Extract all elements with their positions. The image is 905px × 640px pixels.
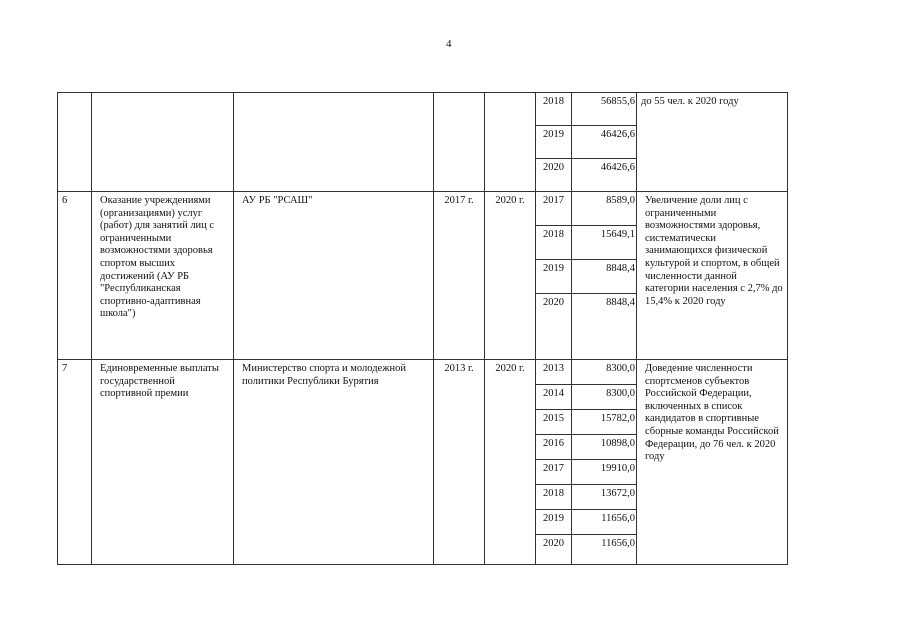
row-number [58, 93, 92, 192]
year-cell: 2018 [543, 229, 564, 240]
amount-cell: 46426,6 [600, 129, 635, 140]
year-cell: 2019 [543, 513, 564, 524]
start-year: 2017 г. [434, 192, 485, 360]
amount-cell: 11656,0 [601, 538, 635, 549]
row-number: 7 [58, 360, 92, 565]
amount-cell: 10898,0 [600, 438, 635, 449]
amount-cell: 46426,6 [600, 162, 635, 173]
year-cell: 2020 [543, 538, 564, 549]
activity-name [92, 93, 234, 192]
year-cell: 2017 [543, 195, 564, 206]
year-cell: 2016 [543, 438, 564, 449]
table-row [58, 360, 788, 385]
year-cell: 2019 [543, 129, 564, 140]
amount-cell: 19910,0 [600, 463, 635, 474]
amount-cell: 15782,0 [600, 413, 635, 424]
amount-cell: 8300,0 [606, 388, 635, 399]
end-year [485, 93, 536, 192]
year-cell: 2018 [543, 96, 564, 107]
year-cell: 2018 [543, 488, 564, 499]
end-year: 2020 г. [485, 360, 536, 565]
amount-cell: 56855,6 [600, 96, 635, 107]
start-year [434, 93, 485, 192]
start-year: 2013 г. [434, 360, 485, 565]
expected-result: до 55 чел. к 2020 году [637, 93, 788, 192]
year-cell: 2014 [543, 388, 564, 399]
amount-cell: 8848,4 [606, 297, 635, 308]
executor [234, 93, 434, 192]
executor: АУ РБ "РСАШ" [234, 192, 434, 360]
program-table [57, 92, 788, 565]
amount-cell: 13672,0 [600, 488, 635, 499]
activity-name: Оказание учреждениями (организациями) услуг (работ) для занятий лиц с ограниченными возможностями здоровья спортом высших достижений (АУ РБ "Республиканская спортивно-адаптивная школа") [92, 192, 234, 360]
end-year: 2020 г. [485, 192, 536, 360]
amount-cell: 8848,4 [606, 263, 635, 274]
year-cell: 2019 [543, 263, 564, 274]
year-cell: 2015 [543, 413, 564, 424]
table-row [58, 93, 788, 126]
year-cell: 2020 [543, 162, 564, 173]
activity-name: Единовременные выплаты государственной спортивной премии [92, 360, 234, 565]
amount-cell: 8300,0 [606, 363, 635, 374]
row-number: 6 [58, 192, 92, 360]
year-cell: 2020 [543, 297, 564, 308]
executor: Министерство спорта и молодежной политики Республики Бурятия [234, 360, 434, 565]
amount-cell: 8589,0 [606, 195, 635, 206]
amount-cell: 11656,0 [601, 513, 635, 524]
year-cell: 2013 [543, 363, 564, 374]
expected-result: Увеличение доли лиц с ограниченными возможностями здоровья, систематически занимающихся физической культурой и спортом, в общей численности данной категории населения с 2,7% до 15,4% к 2020 году [637, 192, 788, 360]
expected-result: Доведение численности спортсменов субъектов Российской Федерации, включенных в список кандидатов в спортивные сборные команды Российской Федерации, до 76 чел. к 2020 году [637, 360, 788, 565]
page-number: 4 [446, 38, 452, 50]
year-cell: 2017 [543, 463, 564, 474]
table-row [58, 192, 788, 226]
amount-cell: 15649,1 [600, 229, 635, 240]
